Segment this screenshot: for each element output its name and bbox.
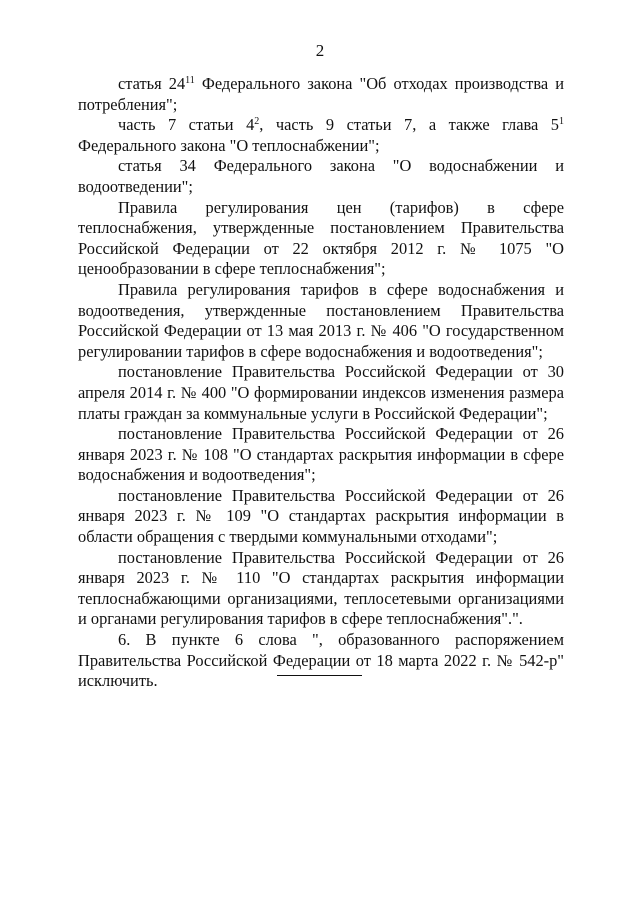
list-item-text: часть 7 статьи 4 [118, 115, 255, 135]
list-item: постановление Правительства Российской Федерации от 30 апреля 2014 г. № 400 "О формировании индексов изменения размера платы граждан за коммунальные услуги в Российской Федерации"; [78, 362, 564, 423]
list-item: статья 34 Федерального закона "О водоснабжении и водоотведении"; [78, 156, 564, 196]
superscript: 11 [185, 75, 195, 86]
list-item-text: статья 24 [118, 74, 186, 93]
list-item-text: , часть 9 статьи 7, а также глава 5 [259, 115, 559, 135]
list-item: 6. В пункте 6 слова ", образованного распоряжением Правительства Российской Федерации от 18 марта 2022 г. № 542-р" исключить. [78, 630, 564, 691]
superscript: 1 [559, 116, 564, 128]
superscript: 2 [254, 116, 260, 128]
page-number: 2 [315, 41, 325, 60]
list-item-text: Федерального закона "Об отходах производства и потребления"; [78, 74, 564, 114]
list-item [78, 74, 564, 115]
list-item: постановление Правительства Российской Федерации от 26 января 2023 г. № 108 "О стандартах раскрытия информации в сфере водоснабжения и водоотведения"; [78, 424, 564, 485]
list-item: Правила регулирования тарифов в сфере водоснабжения и водоотведения, утвержденные постановлением Правительства Российской Федерации от 13 мая 2013 г. № 406 "О государственном регулировании тарифов в сфере водоснабжения и водоотведения"; [78, 279, 564, 361]
list-item [78, 115, 564, 156]
end-divider [277, 675, 362, 676]
document-body [78, 74, 564, 692]
list-item: постановление Правительства Российской Федерации от 26 января 2023 г. № 110 "О стандартах раскрытия информации теплоснабжающими организациями, теплосетевыми организациями и органами регулирования тарифов в сфере теплоснабжения".". [78, 547, 564, 629]
list-item: Правила регулирования цен (тарифов) в сфере теплоснабжения, утвержденные постановлением Правительства Российской Федерации от 22 октября 2012 г. № 1075 "О ценообразовании в сфере теплоснабжения"; [78, 197, 564, 279]
list-item-text: Федерального закона "О теплоснабжении"; [78, 135, 380, 155]
list-item: постановление Правительства Российской Федерации от 26 января 2023 г. № 109 "О стандартах раскрытия информации в области обращения с твердыми коммунальными отходами"; [78, 485, 564, 547]
